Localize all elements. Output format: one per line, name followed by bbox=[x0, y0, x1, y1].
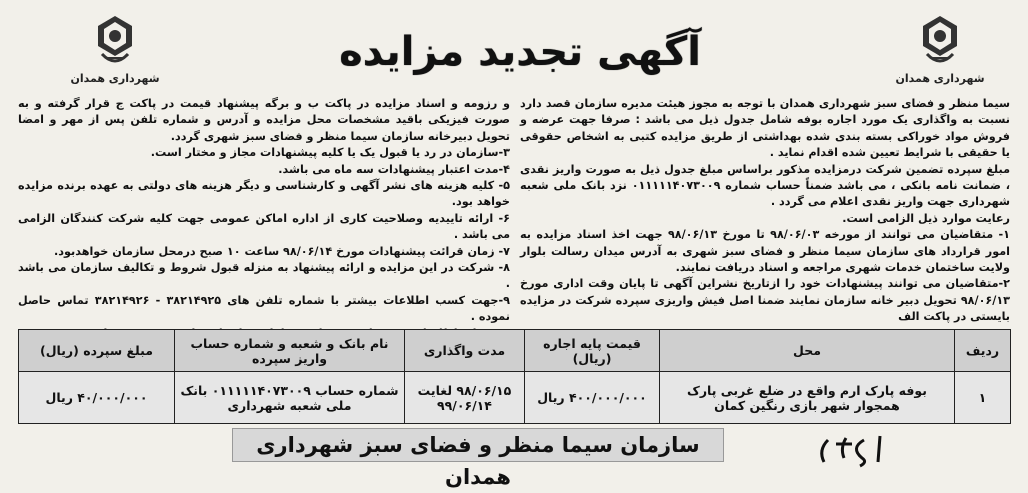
paragraph: ۴-مدت اعتبار پیشنهادات سه ماه می باشد. bbox=[278, 162, 510, 176]
logo-right bbox=[885, 14, 995, 94]
paragraph: ۹-جهت کسب اطلاعات بیشتر با شماره تلفن های ۳۸۲۱۴۹۲۵ - ۳۸۲۱۴۹۲۶ تماس حاصل نموده . bbox=[18, 293, 510, 324]
cell-deposit: ۴۰/۰۰۰/۰۰۰ ریال bbox=[19, 372, 175, 424]
notice-column-right bbox=[520, 96, 1010, 326]
cell-row-number: ۱ bbox=[955, 372, 1011, 424]
header-cell-location: محل bbox=[660, 330, 955, 372]
cell-duration: ۹۸/۰۶/۱۵ لغایت ۹۹/۰۶/۱۴ bbox=[405, 372, 525, 424]
logo-text: شهرداری همدان bbox=[70, 72, 160, 85]
paragraph: سیما منظر و فضای سبز شهرداری همدان با توجه به مجوز هیئت مدیره سازمان قصد دارد نسبت به واگذاری یک مورد اجاره بوفه شامل جدول ذیل می باشد : صرفا جهت عرضه و فروش مواد خوراکی بسته بندی شده بهداشتی از طریق مزایده کتبی به اشخاص حقوقی یا حقیقی با شرایط تعیین شده اقدام نماید . bbox=[520, 97, 1010, 160]
cell-bank-account: شماره حساب ۰۱۱۱۱۱۴۰۷۳۰۰۹ بانک ملی شعبه شهرداری bbox=[175, 372, 405, 424]
paragraph: ۶- ارائه تاییدیه وصلاحیت کاری از اداره اماکن عمومی جهت کلیه شرکت کنندگان الزامی می باشد . bbox=[18, 211, 510, 242]
notice-column-left bbox=[18, 96, 510, 342]
logo-text: شهرداری همدان bbox=[895, 72, 985, 85]
paragraph: رعایت موارد ذیل الزامی است. bbox=[842, 211, 1010, 225]
cell-location: بوفه پارک ارم واقع در ضلع غربی پارک همجوار شهر بازی رنگین کمان bbox=[660, 372, 955, 424]
table-header-row bbox=[19, 330, 1011, 372]
paragraph: ۵- کلیه هزینه های نشر آگهی و کارشناسی و دیگر هزینه های دولتی به عهده برنده مزایده خواهد بود. bbox=[18, 179, 510, 209]
paragraph: ۱۰- سایر اطلاعات و جزئیات مربوط به معامله در اسناد مزایده مندرج می باشد. bbox=[81, 326, 510, 340]
cell-base-price: ۴۰۰/۰۰۰/۰۰۰ ریال bbox=[525, 372, 660, 424]
footer-organization: سازمان سیما منظر و فضای سبز شهرداری همدان bbox=[232, 428, 724, 462]
municipality-logo-icon bbox=[92, 14, 138, 70]
header-cell-bank-account: نام بانک و شعبه و شماره حساب واریز سپرده bbox=[175, 330, 405, 372]
handwritten-code-mark bbox=[780, 428, 900, 470]
paragraph: ۷- زمان قرائت پیشنهادات مورخ ۹۸/۰۶/۱۴ ساعت ۱۰ صبح درمحل سازمان خواهدبود. bbox=[54, 244, 510, 258]
table-row bbox=[19, 372, 1011, 424]
paragraph: ۳-سازمان در رد یا قبول یک یا کلیه پیشنهادات مجاز و مختار است. bbox=[150, 146, 510, 160]
header-cell-row-number: ردیف bbox=[955, 330, 1011, 372]
municipality-logo-icon bbox=[917, 14, 963, 70]
logo-left bbox=[60, 14, 170, 94]
paragraph: ۸- شرکت در این مزایده و ارائه پیشنهاد به منزله قبول شروط و تکالیف سازمان می باشد . bbox=[18, 261, 510, 291]
paragraph: و رزومه و اسناد مزایده در پاکت ب و برگه پیشنهاد قیمت در پاکت ج قرار گرفته و به صورت فیزیکی باقید مشخصات محل مزایده و آدرس و شماره تلفن پس از مهر و امضا تحویل دبیرخانه سازمان سیما منظر و فضای سبز شهری گردد. bbox=[18, 97, 510, 143]
header-cell-deposit: مبلغ سپرده (ریال) bbox=[19, 330, 175, 372]
header-cell-duration: مدت واگذاری bbox=[405, 330, 525, 372]
page-title: آگهی تجدید مزایده bbox=[339, 29, 701, 75]
paragraph: مبلغ سپرده تضمین شرکت درمزایده مذکور براساس مبلغ جدول ذیل به صورت واریز نقدی ، ضمانت نامه بانکی ، می باشد ضمناً حساب شماره ۰۱۱۱۱۱۴۰۷۳۰۰۹ نزد بانک ملی شعبه شهرداری جهت واریز نقدی اعلام می گردد . bbox=[520, 162, 1010, 209]
auction-table bbox=[18, 329, 1011, 424]
header-cell-base-price: قیمت پایه اجاره (ریال) bbox=[525, 330, 660, 372]
paragraph: ۲-متقاضیان می توانند پیشنهادات خود را ازتاریخ نشراین آگهی تا پایان وقت اداری مورخ ۹۸/۰۶/۱۳ تحویل دبیر خانه سازمان نمایند ضمنا اصل فیش واریزی سپرده شرکت در مزایده بایستی در پاکت الف bbox=[520, 277, 1010, 324]
paragraph: ۱- متقاضیان می توانند از مورخه ۹۸/۰۶/۰۳ تا مورخ ۹۸/۰۶/۱۳ جهت اخذ اسناد مزایده به امور قرارداد های سازمان سیما منظر و فضای سبز شهری به آدرس میدان رسالت بلوار ولایت ساختمان خدمات شهری مراجعه و اسناد دریافت نمایند. bbox=[520, 228, 1011, 275]
